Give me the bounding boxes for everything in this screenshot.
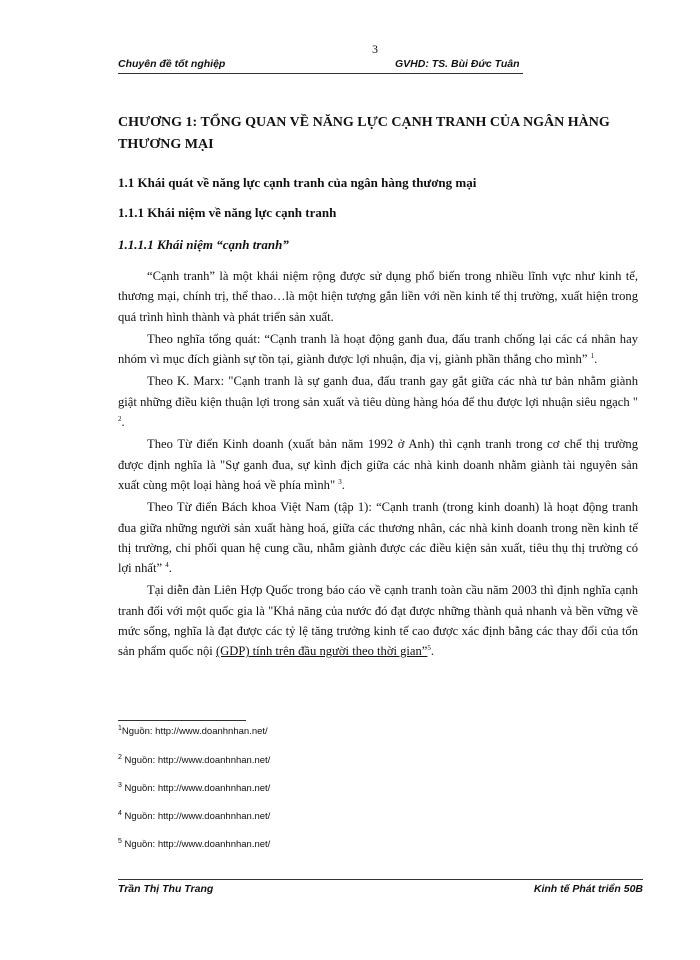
section-heading-1-1-1: 1.1.1 Khái niệm về năng lực cạnh tranh	[118, 205, 337, 220]
footnote-number: 1	[118, 724, 122, 732]
footnote-ref: 3	[338, 477, 342, 486]
footer-class: Kinh tế Phát triển 50B	[533, 883, 643, 895]
paragraph-end: .	[121, 415, 125, 430]
paragraph-text: Theo Từ điển Bách khoa Việt Nam (tập 1): “Cạnh tranh (trong kinh doanh) là hoạt động tranh đua giữa những người sản xuất hàng hoá, giữa các thương nhân, các nhà kinh doanh trong nền kinh tế thị trường, chi phối quan hệ cung cầu, nhằm giành được các điều kiện sản xuất, tiêu thụ thị trường có lợi nhất”	[118, 500, 638, 576]
footnote-number: 5	[118, 837, 122, 845]
footnote-text: Nguồn: http://www.doanhnhan.net/	[124, 811, 271, 822]
footnote-text: Nguồn: http://www.doanhnhan.net/	[121, 726, 268, 737]
page-header	[118, 57, 523, 74]
footnote-separator	[118, 720, 246, 721]
footnote-text: Nguồn: http://www.doanhnhan.net/	[124, 783, 271, 794]
paragraph-text: Tại diễn đàn Liên Hợp Quốc trong báo cáo về cạnh tranh toàn cầu năm 2003 thì định nghĩa cạnh tranh đối với một quốc gia là "Khả năng của nước đó đạt được những thành quả nhanh và bền vững về mức sống, nghĩa là đạt được các tỷ lệ tăng trưởng kinh tế cao được xác định bằng các thay đổi của tổn sản phẩm quốc nội	[118, 583, 638, 659]
paragraph	[118, 371, 638, 432]
paragraph-end: .	[594, 352, 598, 367]
paragraph	[118, 266, 638, 327]
paragraph	[118, 329, 638, 370]
footnote-text: Nguồn: http://www.doanhnhan.net/	[124, 755, 271, 766]
header-advisor: GVHD: TS. Bùi Đức Tuân	[395, 58, 520, 70]
footnote-ref: 4	[165, 560, 169, 569]
footnote-ref: 2	[118, 414, 122, 423]
footnote	[118, 839, 270, 850]
paragraph-text: Theo Từ điển Kinh doanh (xuất bản năm 1992 ở Anh) thì cạnh tranh trong cơ chế thị trường được định nghĩa là "Sự ganh đua, sự kình địch giữa các nhà kinh doanh nhằm giành tài nguyên sản xuất cùng một loại hàng hoá về phía mình"	[118, 437, 638, 492]
paragraph-end: .	[341, 477, 345, 492]
chapter-title: CHƯƠNG 1: TỔNG QUAN VỀ NĂNG LỰC CẠNH TRANH CỦA NGÂN HÀNG THƯƠNG MẠI	[118, 115, 610, 152]
section-heading-1-1-1-1: 1.1.1.1 Khái niệm “cạnh tranh”	[118, 237, 289, 252]
footnote	[118, 726, 268, 737]
paragraph	[118, 434, 638, 495]
footnote-ref: 5	[427, 644, 431, 653]
paragraph-end: .	[168, 561, 172, 576]
page-number: 3	[372, 42, 378, 56]
footnote-number: 3	[118, 781, 122, 789]
paragraph-text: Theo nghĩa tổng quát: “Cạnh tranh là hoạt động ganh đua, đấu tranh chống lại các cá nhân hay nhóm vì mục đích giành sự tồn tại, giành được lợi nhuận, địa vị, giành phần thắng cho mình”	[118, 331, 638, 367]
paragraph-end: .	[430, 644, 435, 659]
footnote-number: 2	[118, 753, 122, 761]
footnote	[118, 755, 270, 766]
page-body	[118, 112, 638, 662]
footnote	[118, 783, 270, 794]
paragraph	[118, 580, 638, 661]
paragraph-text: “Cạnh tranh” là một khái niệm rộng được sử dụng phổ biến trong nhiều lĩnh vực như kinh tế, thương mại, chính trị, thể thao…là một hiện tượng gắn liền với nền kinh tế thị trường, xuất hiện trong quá trình hình thành và phát triển sản xuất.	[118, 269, 638, 324]
footer-author: Trần Thị Thu Trang	[118, 883, 214, 895]
paragraph	[118, 497, 638, 578]
footnote-text: Nguồn: http://www.doanhnhan.net/	[124, 839, 271, 850]
footnote-ref: 1	[590, 352, 595, 360]
page-footer	[118, 879, 643, 896]
footnote-number: 4	[118, 809, 122, 817]
paragraph-text: Theo K. Marx: "Cạnh tranh là sự ganh đua, đấu tranh gay gắt giữa các nhà tư bản nhằm giành giật những điều kiện thuận lợi trong sản xuất và tiêu dùng hàng hóa để thu được lợi nhuận siêu ngạch "	[118, 374, 638, 409]
header-thesis-label: Chuyên đề tốt nghiệp	[118, 58, 226, 70]
footnote	[118, 811, 270, 822]
underlined-phrase: (GDP) tính trên đầu người theo thời gian”	[215, 644, 428, 659]
section-heading-1-1: 1.1 Khái quát về năng lực cạnh tranh của ngân hàng thương mại	[118, 175, 477, 190]
